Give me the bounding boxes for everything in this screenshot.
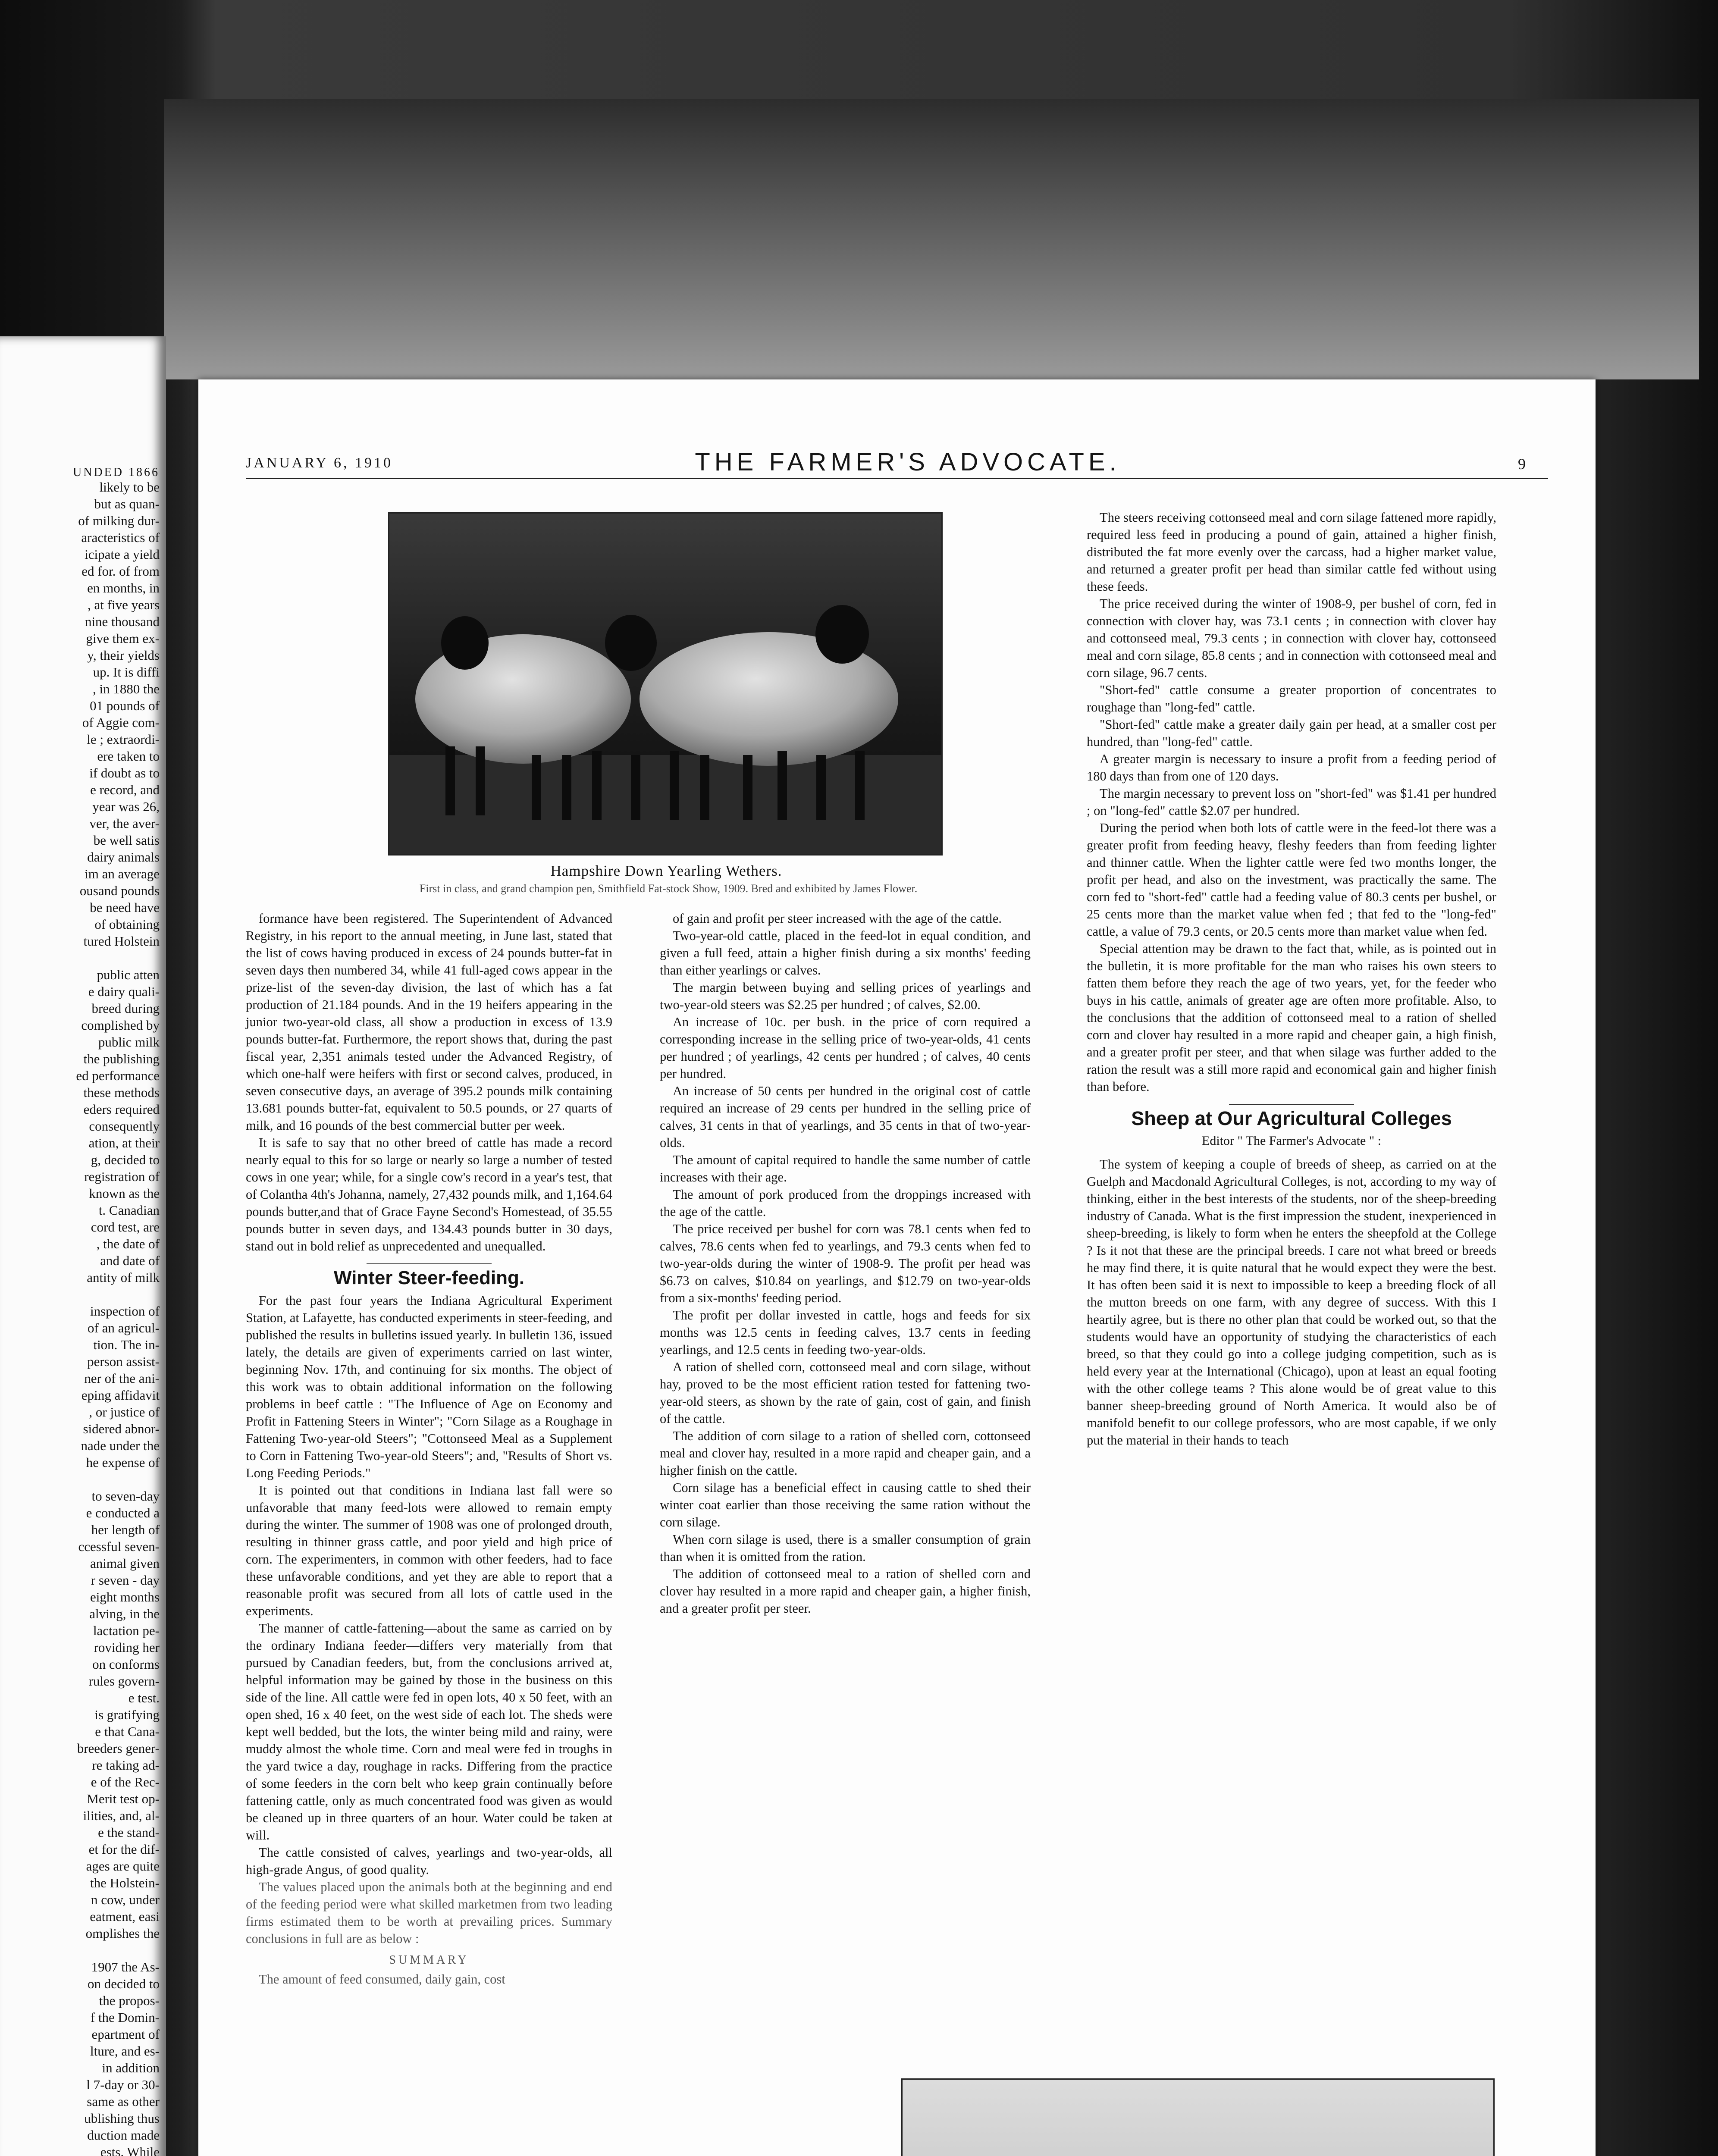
paragraph: "Short-fed" cattle make a greater daily gain per head, at a smaller cost per hundred, than "long-fed" cattle. — [1087, 717, 1496, 749]
paragraph: During the period when both lots of cattle were in the feed-lot there was a greater profit from feeding heavy, fleshy feeders than from feeding lighter and thinner cattle. When the lighter cattle were fed two months longer, the profit per head, and also on the investment, was practically the same. The corn fed to "short-fed" cattle had a feeding value of 80.3 cents per bushel, or 25 cents more than the market value when fed ; that fed to the "long-fed" cattle, a value of 79.3 cents, or 20.5 cents more than market value when fed. — [1087, 821, 1496, 939]
left-page-line: im an average — [85, 866, 160, 881]
left-page-line: tured Holstein — [83, 934, 160, 949]
left-page-line: eight months — [90, 1589, 160, 1604]
left-page-line: ere taken to — [97, 749, 160, 764]
left-page-line: eatment, easi — [90, 1909, 160, 1924]
left-page-line: , in 1880 the — [93, 681, 160, 696]
paragraph: A greater margin is necessary to insure a profit from a feeding period of 180 days than from one of 120 days. — [1087, 752, 1496, 783]
paragraph: The amount of feed consumed, daily gain, cost — [259, 1972, 505, 1987]
paragraph: An increase of 10c. per bush. in the price of corn required a corresponding increase in the selling price of two-year-olds, 41 cents per hundred ; of yearlings, 42 cents per hundred ; of calves, 40 cents per hundred. — [660, 1015, 1031, 1081]
article-column-3 — [1087, 509, 1496, 1449]
section-divider — [1229, 1104, 1354, 1105]
left-page-line: roviding her — [94, 1640, 160, 1655]
left-page-line: he expense of — [86, 1455, 160, 1470]
left-page-line: f the Domin- — [90, 2010, 160, 2025]
left-page-line: dairy animals — [87, 849, 160, 865]
left-page-line: sidered abnor- — [83, 1421, 160, 1436]
left-page-line: r seven - day — [91, 1573, 160, 1588]
paragraph: The system of keeping a couple of breeds of sheep, as carried on at the Guelph and Macdonald Agricultural Colleges, is not, according to my way of thinking, either in the best interests of the students, nor of the sheep-breeding industry of Canada. What is the first impression the student, inexperienced in sheep-breeding, is likely to form when he enters the sheepfold at the College ? Is it not that these are the principal breeds. I care not what breed or breeds he may find there, it is quite natural that he would expect they were the best. It has often been said it is next to impossible to keep a breeding flock of all the mutton breeds on one farm, with any degree of success. With this I heartily agree, but is there no other plan that could be worked out, so that the students would have an opportunity of studying the characteristics of each breed, so that they could go into a college judging competition, such as is held every year at the International (Chicago), upon at least an equal footing with the other college teams ? This alone would be of great value to this banner sheep-breeding ground of North America. It would also be of manifold benefit to our college professors, who are most capable, if we only put the material in their hands to teach — [1087, 1157, 1496, 1448]
left-page-line: , or justice of — [89, 1404, 160, 1420]
left-page-line: e dairy quali- — [88, 984, 160, 999]
paragraph: of gain and profit per steer increased with the age of the cattle. — [673, 911, 1002, 926]
left-page-line: public atten — [97, 967, 160, 982]
paragraph: The price received during the winter of 1908-9, per bushel of corn, fed in connection with clover hay, was 73.1 cents ; in connection with clover hay and cottonseed meal, 79.3 cents ; in connection with clover hay, cottonseed meal and corn silage, 85.8 cents ; and in connection with cottonseed meal and corn silage, 96.7 cents. — [1087, 596, 1496, 680]
left-page-line: nade under the — [81, 1438, 160, 1453]
left-page-line: t. Canadian — [98, 1203, 160, 1218]
left-page-line: alving, in the — [89, 1606, 160, 1621]
left-page-line: Merit test op- — [87, 1791, 160, 1806]
left-page-line: , at five years — [88, 597, 160, 612]
summary-heading: SUMMARY — [389, 1953, 469, 1967]
letter-salutation: Editor " The Farmer's Advocate " : — [1202, 1134, 1381, 1148]
paragraph: "Short-fed" cattle consume a greater proportion of concentrates to roughage than "long-fed" cattle. — [1087, 683, 1496, 714]
left-page-line: these methods — [83, 1085, 160, 1100]
paragraph: It is pointed out that conditions in Indiana last fall were so unfavorable that many feed-lots were allowed to remain empty during the winter. The summer of 1908 was one of prolonged drouth, resulting in thinner grass cattle, and poor yield and high price of corn. The experimenters, in common with other feeders, had to face these unfavorable conditions, and yet they are able to report that a reasonable profit was secured from all lots of cattle used in the experiments. — [246, 1483, 612, 1618]
paragraph: When corn silage is used, there is a smaller consumption of grain than when it is omitted from the ration. — [660, 1532, 1031, 1564]
paragraph: It is safe to say that no other breed of cattle has made a record nearly equal to this for so large or nearly so large a number of tested cows in one year; while, for a single cow's record in a year's test, that of Colantha 4th's Johanna, namely, 27,432 pounds milk, and 1,164.64 pounds butter,and that of Grace Fayne Second's Homestead, of 35.55 pounds butter in seven days, and 134.43 pounds butter in 30 days, stand out in bold relief as unprecedented and unequalled. — [246, 1135, 612, 1253]
sheep-photo-image — [389, 514, 941, 854]
article-column-2 — [660, 910, 1031, 1617]
newspaper-page — [198, 379, 1596, 2156]
left-page-line: in addition — [102, 2060, 160, 2075]
issue-date: JANUARY 6, 1910 — [246, 455, 393, 471]
left-page-line: her length of — [91, 1522, 160, 1537]
left-page-line: cord test, are — [91, 1219, 160, 1235]
left-page-line: aracteristics of — [81, 530, 160, 545]
paragraph: The addition of corn silage to a ration of shelled corn, cottonseed meal and clover hay, resulted in a more rapid and cheaper gain, and a higher finish on the cattle. — [660, 1429, 1031, 1478]
left-page-line: e conducted a — [86, 1505, 160, 1520]
left-page-line: ilities, and, al- — [83, 1808, 160, 1823]
left-page-line: complished by — [81, 1018, 160, 1033]
left-page-line: eping affidavit — [81, 1388, 160, 1403]
left-page-line: l 7-day or 30- — [86, 2077, 160, 2092]
left-page-line: breeders gener- — [77, 1741, 160, 1756]
left-page-line: ed for. of from — [82, 564, 160, 579]
left-page-line: and date of — [100, 1253, 160, 1268]
left-page-line: 01 pounds of — [90, 698, 160, 713]
left-page-line: is gratifying — [94, 1707, 160, 1722]
adjacent-left-page — [0, 336, 166, 2156]
left-page-line: to seven-day — [91, 1489, 160, 1504]
left-page-line: , the date of — [96, 1236, 160, 1251]
left-page-line: lactation pe- — [93, 1623, 160, 1638]
left-page-line: likely to be — [99, 479, 160, 495]
left-page-line: e of the Rec- — [91, 1774, 160, 1789]
left-page-line: consequently — [89, 1119, 160, 1134]
paragraph: A ration of shelled corn, cottonseed meal and corn silage, without hay, proved to be the most efficient ration tested for fattening two-year-old steers, as shown by the rate of gain, cost of gain, and finish of the cattle. — [660, 1360, 1031, 1426]
pigs-photo-image — [903, 2080, 1493, 2156]
paragraph: The cattle consisted of calves, yearlings and two-year-olds, all high-grade Angus, of good quality. — [246, 1845, 612, 1877]
paragraph: The amount of capital required to handle the same number of cattle increases with their age. — [660, 1153, 1031, 1185]
paragraph: The margin necessary to prevent loss on "short-fed" was $1.41 per hundred ; on "long-fed" cattle $2.07 per hundred. — [1087, 786, 1496, 818]
left-page-line: registration of — [84, 1169, 160, 1184]
left-page-line: of milking dur- — [78, 513, 160, 528]
left-page-line — [0, 1286, 160, 1303]
left-page-line: omplishes the — [85, 1926, 160, 1941]
left-page-line — [0, 950, 160, 966]
left-page-header: UNDED 1866 — [73, 466, 160, 479]
left-page-line: on conforms — [92, 1657, 160, 1672]
sheep-colleges-heading: Sheep at Our Agricultural Colleges — [1131, 1107, 1452, 1129]
left-page-line: of an agricul- — [88, 1320, 160, 1335]
paragraph: The steers receiving cottonseed meal and corn silage fattened more rapidly, required less feed in producing a pound of gain, attained a higher finish, distributed the fat more evenly over the carcass, had a higher market value, and returned a greater profit per head than similar cattle fed without using these feeds. — [1087, 510, 1496, 594]
section-divider — [367, 1263, 492, 1264]
paragraph: The addition of cottonseed meal to a ration of shelled corn and clover hay resulted in a more rapid and cheaper gain, a higher finish, and a greater profit per steer. — [660, 1567, 1031, 1616]
left-page-line: ests. While — [100, 2144, 160, 2156]
paragraph: The margin between buying and selling prices of yearlings and two-year-old steers was $2.25 per hundred ; of calves, $2.00. — [660, 980, 1031, 1012]
left-page-line: g, decided to — [91, 1152, 160, 1167]
left-page-line: the Holstein- — [90, 1875, 160, 1890]
paragraph: formance have been registered. The Superintendent of Advanced Registry, in his report to the annual meeting, in June last, stated that the list of cows having produced in excess of 24 pounds butter-fat in seven days then numbered 34, while 41 full-aged cows appear in the prize-list of the seven-day division, the last of which has a fat production of 21.184 pounds. And in the 19 heifers appearing in the junior two-year-old class, all show a production in excess of 13.9 pounds butter-fat. Furthermore, the report shows that, during the past fiscal year, 2,351 animals tested under the Advanced Registry, of which one-half were heifers with first or second calves, produced, in seven consecutive days, an average of 395.2 pounds milk containing 13.681 pounds butter-fat, equivalent to 50.5 pounds, or 27 quarts of milk, and 16 pounds of the best commercial butter per week. — [246, 911, 612, 1133]
left-page-line: public milk — [98, 1034, 160, 1050]
left-page-line: on decided to — [87, 1976, 160, 1991]
paragraph: Two-year-old cattle, placed in the feed-lot in equal condition, and given a full feed, attain a higher finish during a six months' feeding than either yearlings or calves. — [660, 928, 1031, 978]
left-page-line: year was 26, — [92, 799, 160, 814]
left-page-line: inspection of — [90, 1304, 160, 1319]
paragraph: An increase of 50 cents per hundred in the original cost of cattle required an increase of 29 cents per hundred in the selling price of calves, 31 cents in that of yearlings, and 35 cents in that of two-year-olds. — [660, 1084, 1031, 1150]
left-page-line: ages are quite — [86, 1858, 160, 1874]
left-page-line: et for the dif- — [88, 1842, 160, 1857]
left-page-line: give them ex- — [86, 631, 160, 646]
left-page-line: of Aggie com- — [82, 715, 160, 730]
left-page-line: le ; extraordi- — [87, 732, 160, 747]
left-page-line: if doubt as to — [89, 765, 160, 780]
left-page-line: icipate a yield — [85, 547, 160, 562]
left-page-line: tion. The in- — [93, 1337, 160, 1352]
left-page-line: ed performance — [76, 1068, 160, 1083]
left-page-line: e record, and — [90, 782, 160, 797]
scan-top-edge — [164, 99, 1699, 379]
paragraph: Corn silage has a beneficial effect in causing cattle to shed their winter coat earlier than those receiving the same ration without the corn silage. — [660, 1480, 1031, 1529]
sheep-photograph — [388, 512, 943, 856]
sheep-caption-text: First in class, and grand champion pen, Smithfield Fat-stock Show, 1909. Bred and exhibited by James Flower. — [419, 882, 918, 895]
paragraph: For the past four years the Indiana Agricultural Experiment Station, at Lafayette, has conducted experiments in steer-feeding, and published the results in bulletins issued yearly. In bulletin 136, issued lately, the details are given of experiments carried on last winter, beginning Nov. 17th, and continuing for six months. The object of this work was to obtain additional information on the following problems in beef cattle : "The Influence of Age on Economy and Profit in Fattening Steers in Winter"; "Corn Silage as a Roughage in Fattening Two-year-old Steers"; "Cottonseed Meal as a Supplement to Corn in Fattening Two-year-old Steers"; and, "Results of Short vs. Long Feeding Periods." — [246, 1293, 612, 1480]
left-page-line: 1907 the As- — [91, 1959, 160, 1974]
left-page-line: lture, and es- — [90, 2043, 160, 2059]
left-page-line: the publishing — [83, 1051, 160, 1066]
paragraph: Special attention may be drawn to the fact that, while, as is pointed out in the bulletin, it is more profitable for the man who raises his own steers to fatten them before they reach the age of two years, yet, for the feeder who buys in his cattle, animals of greater age are often more profitable. Also, to the conclusions that the addition of cottonseed meal to a ration of shelled corn and clover hay resulted in a more rapid and cheaper gain, a high finish, and a greater profit per steer, and that when silage was further added to the ration the result was a still more rapid and economical gain and higher finish than before. — [1087, 941, 1496, 1094]
paragraph: The manner of cattle-fattening—about the same as carried on by the ordinary Indiana feeder—differs very materially from that pursued by Canadian feeders, but, from the conclusions arrived at, helpful information may be gained by those in the business on this side of the line. All cattle were fed in open lots, 40 x 50 feet, with an open shed, 16 x 40 feet, on the west side of each lot. The sheds were kept well bedded, but the lots, the winter being mild and rainy, were muddy almost the whole time. Corn and meal were fed in troughs in the yard twice a day, roughage in racks. Differing from the practice of some feeders in the corn belt who keep grain continually before fattening cattle, only as much concentrated food was given as would be cleaned up in three quarters of an hour. Water could be taken at will. — [246, 1621, 612, 1843]
article-column-1 — [246, 910, 612, 1988]
left-page-line: n cow, under — [91, 1892, 160, 1907]
left-page-line: ublishing thus — [84, 2111, 160, 2126]
left-page-line: ccessful seven- — [78, 1539, 160, 1554]
left-page-line: rules govern- — [88, 1673, 160, 1689]
paragraph: The price received per bushel for corn was 78.1 cents when fed to calves, 78.6 cents when fed to yearlings, and 79.3 cents when fed to two-year-olds during the winter of 1908-9. The profit per head was $6.73 on calves, $10.84 on yearlings, and $12.79 on two-year-olds from a six-months' feeding period. — [660, 1222, 1031, 1305]
left-page-line: same as other — [87, 2094, 160, 2109]
left-page-line: ousand pounds — [79, 883, 160, 898]
paragraph: The values placed upon the animals both at the beginning and end of the feeding period were what skilled marketmen from two leading firms estimated them to be worth at prevailing prices. Summary conclusions in full are as below : — [246, 1880, 612, 1946]
left-page-line: ner of the ani- — [84, 1371, 160, 1386]
left-page-line: nine thousand — [85, 614, 160, 629]
left-page-line: duction made — [87, 2128, 160, 2143]
masthead-title: THE FARMER'S ADVOCATE. — [695, 448, 1121, 476]
left-page-line: known as the — [89, 1186, 160, 1201]
left-page-line: breed during — [91, 1001, 160, 1016]
sheep-caption-title: Hampshire Down Yearling Wethers. — [550, 862, 782, 879]
header-rule — [246, 478, 1548, 479]
left-page-line: y, their yields — [87, 648, 160, 663]
left-page-line: eders required — [83, 1102, 160, 1117]
left-page-line — [0, 1471, 160, 1488]
left-page-line: e test. — [128, 1690, 160, 1705]
left-page-line: but as quan- — [94, 496, 160, 511]
left-page-line: e that Cana- — [95, 1724, 160, 1739]
left-page-line: ver, the aver- — [89, 816, 160, 831]
left-page-line: ation, at their — [88, 1135, 160, 1150]
left-page-line: e the stand- — [98, 1825, 160, 1840]
paragraph: The amount of pork produced from the droppings increased with the age of the cattle. — [660, 1187, 1031, 1219]
left-page-line: the propos- — [99, 1993, 160, 2008]
left-page-line: be need have — [90, 900, 160, 915]
left-page-line — [0, 1942, 160, 1959]
left-page-line: antity of milk — [87, 1270, 160, 1285]
left-page-line: epartment of — [91, 2027, 160, 2042]
paragraph: The profit per dollar invested in cattle, hogs and feeds for six months was 12.5 cents in feeding calves, 13.7 cents in feeding yearlings, and 12.5 cents in feeding two-year-olds. — [660, 1308, 1031, 1357]
left-page-line: be well satis — [93, 833, 160, 848]
left-page-line: re taking ad- — [92, 1758, 160, 1773]
left-page-line: animal given — [90, 1556, 160, 1571]
left-page-line: up. It is diffi — [93, 664, 160, 680]
berkshire-pigs-photograph — [901, 2078, 1495, 2156]
winter-steer-feeding-heading: Winter Steer-feeding. — [333, 1267, 525, 1288]
page-number: 9 — [1518, 455, 1526, 473]
left-page-line: person assist- — [87, 1354, 160, 1369]
left-page-line: of obtaining — [94, 917, 160, 932]
left-page-line: en months, in — [87, 580, 160, 595]
left-page-column — [0, 479, 160, 2156]
